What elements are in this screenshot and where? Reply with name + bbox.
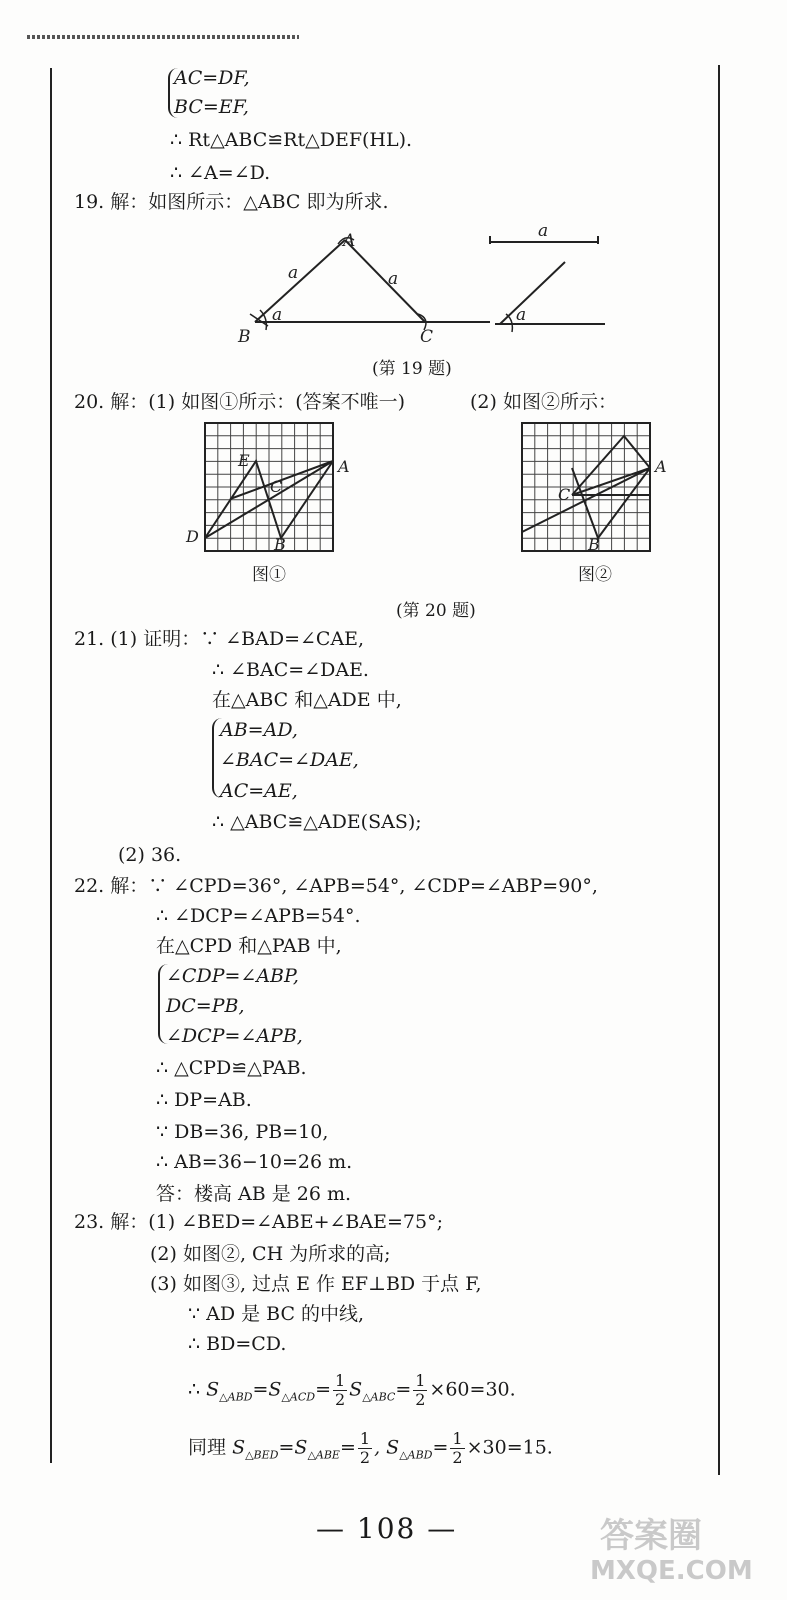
q20-fig2-label-B: B <box>588 535 600 554</box>
q21-line3: 在△ABC 和△ADE 中, <box>212 689 402 711</box>
q20-fig1-label-A: A <box>338 457 350 476</box>
q19-label-A: A <box>343 231 356 251</box>
q19-text: 19. 解：如图所示：△ABC 即为所求. <box>74 191 389 213</box>
watermark-top: 答案圈 <box>600 1516 702 1556</box>
q23-l6-tail: ×60=30. <box>429 1378 516 1401</box>
q20-fig2-label-C: C <box>558 485 571 504</box>
q20-fig2-label-A: A <box>655 457 667 476</box>
q23-l7-tail: ×30=15. <box>466 1436 553 1459</box>
q20-fig1-label-E: E <box>238 451 250 470</box>
q20-fig2-label: 图② <box>578 565 612 585</box>
q20-fig1-label-B: B <box>274 535 286 554</box>
q22-line6: ∠DCP=∠APB, <box>166 1025 303 1047</box>
q23-l6-eq1: =S <box>252 1378 282 1401</box>
frac-num: 1 <box>415 1371 426 1390</box>
proof18-line2: BC=EF, <box>174 96 249 118</box>
q23-line4: ∵ AD 是 BC 的中线, <box>188 1303 365 1325</box>
frac-num: 1 <box>359 1429 371 1448</box>
q19-label-C: C <box>420 327 434 347</box>
q22-line11: 答：楼高 AB 是 26 m. <box>156 1183 352 1205</box>
watermark-bottom: MXQE.COM <box>590 1556 753 1586</box>
page-number: — 108 — <box>316 1512 458 1545</box>
proof18-line3: ∴ Rt△ABC≌Rt△DEF(HL). <box>170 129 413 151</box>
q20-text1: 20. 解：(1) 如图①所示：(答案不唯一) <box>74 391 406 413</box>
q20-text2: (2) 如图②所示： <box>470 391 617 413</box>
q19-label-a-given-angle: a <box>516 305 527 325</box>
q23-l7-prefix: 同理 <box>188 1436 227 1459</box>
q20-figure2 <box>500 420 680 555</box>
q23-l7-sub1: △BED <box>245 1448 279 1462</box>
q23-line3: (3) 如图③, 过点 E 作 EF⊥BD 于点 F, <box>150 1273 482 1295</box>
q19-label-a-segment: a <box>538 222 549 241</box>
q22-line7: ∴ △CPD≌△PAB. <box>156 1057 307 1079</box>
q20-grid2 <box>522 423 650 551</box>
q23-l6-sub1: △ABD <box>219 1390 253 1404</box>
frac-den: 2 <box>334 1390 346 1409</box>
q20-fig1-label-D: D <box>186 527 199 546</box>
q21-line8: (2) 36. <box>118 844 182 866</box>
q19-caption: (第 19 题) <box>372 359 452 379</box>
q19-label-a-left: a <box>288 263 299 283</box>
q22-line4: ∠CDP=∠ABP, <box>166 965 299 987</box>
q19-side-AC <box>345 240 425 322</box>
frac-num: 1 <box>334 1371 346 1390</box>
q22-line5: DC=PB, <box>166 995 245 1017</box>
q22-line1: 22. 解：∵ ∠CPD=36°, ∠APB=54°, ∠CDP=∠ABP=90°, <box>74 875 598 897</box>
frac-den: 2 <box>452 1448 463 1467</box>
q19-label-a-right: a <box>388 269 399 289</box>
q23-line7 <box>188 1430 553 1467</box>
q22-line10: ∴ AB=36−10=26 m. <box>156 1151 353 1173</box>
q21-line5: ∠BAC=∠DAE, <box>220 749 359 771</box>
q21-line1: 21. (1) 证明：∵ ∠BAD=∠CAE, <box>74 628 365 650</box>
q23-l6-fraction <box>333 1372 347 1409</box>
q20-grid1 <box>205 423 333 551</box>
q20-caption: (第 20 题) <box>396 601 476 621</box>
proof18-line1: AC=DF, <box>174 67 250 89</box>
left-margin-line <box>50 68 52 1463</box>
q21-line7: ∴ △ABC≌△ADE(SAS); <box>212 811 422 833</box>
q23-l6-eq2: = <box>315 1378 331 1401</box>
q19-figure <box>220 222 620 352</box>
q23-line5: ∴ BD=CD. <box>188 1333 287 1355</box>
q23-l6-fraction2 <box>413 1372 427 1409</box>
q23-l7-eq2: = <box>339 1436 356 1459</box>
q22-line8: ∴ DP=AB. <box>156 1089 252 1111</box>
q21-line4: AB=AD, <box>220 719 298 741</box>
q21-line6: AC=AE, <box>220 780 298 802</box>
q22-line3: 在△CPD 和△PAB 中, <box>156 935 342 957</box>
q23-l7-fraction2 <box>450 1430 464 1467</box>
q22-line2: ∴ ∠DCP=∠APB=54°. <box>156 905 361 927</box>
q23-l6-s1: S <box>206 1378 220 1401</box>
q23-l7-fraction <box>358 1430 372 1467</box>
q20-figure1 <box>180 420 360 555</box>
q23-l7-sub2: △ABE <box>307 1448 340 1462</box>
q23-l7-sub3: △ABD <box>399 1448 433 1462</box>
q23-l7-s1: S <box>232 1436 246 1459</box>
q23-l6-eq3: = <box>395 1378 412 1401</box>
q22-line9: ∵ DB=36, PB=10, <box>156 1121 329 1143</box>
q23-line6 <box>188 1372 516 1409</box>
q20-fig1-label: 图① <box>252 565 286 585</box>
q19-label-B: B <box>238 327 251 347</box>
frac-num: 1 <box>452 1429 463 1448</box>
q23-l7-eq1: =S <box>278 1436 308 1459</box>
q23-l7-mid: , S <box>374 1436 400 1459</box>
q19-side-BA <box>255 240 345 322</box>
proof18-line4: ∴ ∠A=∠D. <box>170 162 271 184</box>
top-dashed-rule <box>27 35 299 39</box>
q23-l6-sub2: △ACD <box>281 1390 316 1404</box>
q19-given-angle-side <box>500 262 565 324</box>
frac-den: 2 <box>415 1390 426 1409</box>
frac-den: 2 <box>359 1448 371 1467</box>
q23-l6-prefix: ∴ <box>188 1378 201 1401</box>
q19-label-a-base: a <box>272 305 283 325</box>
q23-l6-sub3: △ABC <box>362 1390 396 1404</box>
q23-l7-eq3: = <box>432 1436 449 1459</box>
right-margin-line <box>718 65 720 1475</box>
q21-line2: ∴ ∠BAC=∠DAE. <box>212 659 369 681</box>
q23-line1: 23. 解：(1) ∠BED=∠ABE+∠BAE=75°; <box>74 1211 443 1233</box>
q23-l6-s3: S <box>349 1378 363 1401</box>
q23-line2: (2) 如图②, CH 为所求的高; <box>150 1243 391 1265</box>
q20-fig1-label-C: C <box>270 477 283 496</box>
